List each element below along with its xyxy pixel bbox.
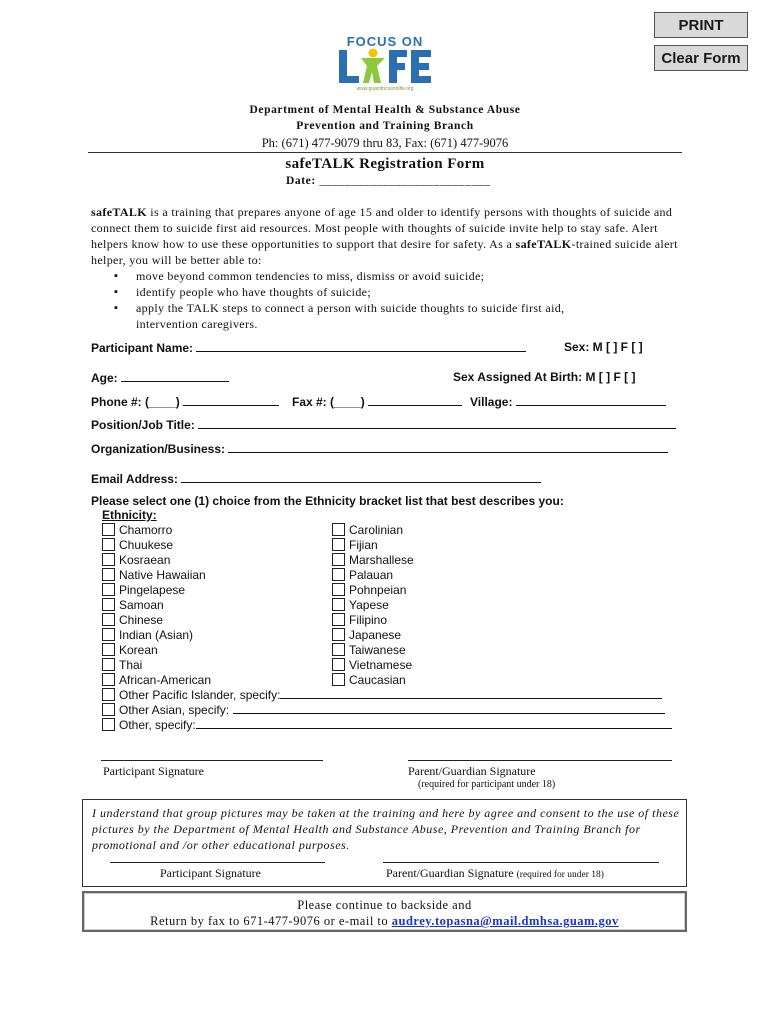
- email-field[interactable]: [91, 471, 541, 486]
- phone-input[interactable]: [183, 394, 279, 406]
- specify-input[interactable]: [280, 688, 662, 699]
- intro-bullet: ▪ apply the TALK steps to connect a person with suicide thoughts to suicide first aid,: [114, 300, 691, 316]
- department-name: Department of Mental Health & Substance Abuse: [249, 104, 521, 116]
- checkbox[interactable]: [332, 658, 345, 671]
- sex-at-birth-field[interactable]: Sex Assigned At Birth: M [ ] F [ ]: [453, 370, 636, 384]
- checkbox[interactable]: [102, 538, 115, 551]
- contact-line: Ph: (671) 477-9079 thru 83, Fax: (671) 477-9076: [261, 136, 509, 150]
- form-title: safeTALK Registration Form: [285, 156, 485, 172]
- participant-signature-label: Participant Signature: [103, 764, 204, 778]
- organization-input[interactable]: [228, 441, 668, 453]
- age-input[interactable]: [121, 370, 229, 382]
- checkbox[interactable]: [102, 613, 115, 626]
- ethnicity-left-column: [102, 523, 211, 688]
- checkbox[interactable]: [332, 643, 345, 656]
- ethnicity-right-column: [332, 523, 414, 688]
- checkbox[interactable]: [332, 553, 345, 566]
- position-label: Position/Job Title:: [91, 418, 195, 432]
- guardian-note: (required for participant under 18): [418, 779, 556, 790]
- print-button[interactable]: PRINT: [654, 12, 748, 38]
- checkbox[interactable]: [332, 523, 345, 536]
- age-label: Age:: [91, 371, 118, 385]
- ethnicity-option[interactable]: African-American: [102, 673, 211, 688]
- ethnicity-option[interactable]: Japanese: [332, 628, 414, 643]
- ethnicity-option[interactable]: Chuukese: [102, 538, 211, 553]
- checkbox[interactable]: [332, 598, 345, 611]
- specify-input[interactable]: [233, 703, 665, 714]
- date-blank: ___________________________: [319, 175, 491, 187]
- participant-name-input[interactable]: [196, 340, 526, 352]
- ethnicity-heading: Ethnicity:: [102, 508, 157, 522]
- ethnicity-other-asian[interactable]: Other Asian, specify:: [102, 703, 672, 718]
- checkbox[interactable]: [102, 598, 115, 611]
- email-label: Email Address:: [91, 472, 178, 486]
- ethnicity-option[interactable]: Thai: [102, 658, 211, 673]
- email-input[interactable]: [181, 471, 541, 483]
- intro-lead-bold: safeTALK: [91, 205, 147, 219]
- checkbox[interactable]: [102, 523, 115, 536]
- checkbox[interactable]: [332, 538, 345, 551]
- date-field[interactable]: [286, 175, 491, 187]
- ethnicity-option[interactable]: Marshallese: [332, 553, 414, 568]
- checkbox[interactable]: [102, 568, 115, 581]
- position-input[interactable]: [198, 417, 676, 429]
- ethnicity-option[interactable]: Chamorro: [102, 523, 211, 538]
- organization-field[interactable]: [91, 441, 668, 456]
- ethnicity-option[interactable]: Palauan: [332, 568, 414, 583]
- checkbox[interactable]: [332, 673, 345, 686]
- village-label: Village:: [470, 395, 513, 409]
- ethnicity-option[interactable]: Fijian: [332, 538, 414, 553]
- checkbox[interactable]: [102, 688, 115, 701]
- organization-label: Organization/Business:: [91, 442, 226, 456]
- specify-input[interactable]: [196, 718, 672, 729]
- consent-guardian-label: Parent/Guardian Signature (required for under 18): [386, 866, 604, 880]
- village-input[interactable]: [516, 394, 666, 406]
- consent-guardian-note: (required for under 18): [516, 870, 604, 880]
- ethnicity-option[interactable]: Caucasian: [332, 673, 414, 688]
- checkbox[interactable]: [102, 583, 115, 596]
- ethnicity-option[interactable]: Chinese: [102, 613, 211, 628]
- ethnicity-option[interactable]: Carolinian: [332, 523, 414, 538]
- village-field[interactable]: [470, 394, 666, 409]
- ethnicity-other-options: [102, 688, 672, 733]
- position-field[interactable]: [91, 417, 676, 432]
- intro-paragraph: [91, 204, 691, 268]
- ethnicity-instruction: Please select one (1) choice from the Ethnicity bracket list that best describes you:: [91, 494, 564, 508]
- sex-field[interactable]: Sex: M [ ] F [ ]: [564, 340, 643, 354]
- checkbox[interactable]: [102, 643, 115, 656]
- intro-bullet: ▪ move beyond common tendencies to miss, dismiss or avoid suicide;: [114, 268, 691, 284]
- ethnicity-other-pacific[interactable]: Other Pacific Islander, specify:: [102, 688, 672, 703]
- fax-input[interactable]: [368, 394, 462, 406]
- checkbox[interactable]: [332, 583, 345, 596]
- checkbox[interactable]: [332, 628, 345, 641]
- return-text-prefix: Return by fax to 671-477-9076 or e-mail to: [150, 914, 392, 928]
- focus-on-life-logo: [333, 34, 437, 96]
- continue-text: Please continue to backside and: [297, 898, 472, 912]
- fax-field[interactable]: [292, 394, 462, 409]
- checkbox[interactable]: [102, 673, 115, 686]
- ethnicity-other[interactable]: Other, specify:: [102, 718, 672, 733]
- intro-bullet-continuation: intervention caregivers.: [136, 317, 258, 331]
- checkbox[interactable]: [332, 613, 345, 626]
- date-label: Date:: [286, 175, 316, 187]
- participant-name-label: Participant Name:: [91, 341, 194, 355]
- clear-form-button[interactable]: Clear Form: [654, 45, 748, 71]
- intro-text: [91, 204, 691, 332]
- ethnicity-option[interactable]: Pingelapese: [102, 583, 211, 598]
- intro-body: is a training that prepares anyone of age 15 and older to identify persons with thoughts of suicide and connect them to suicide first aid resources. Most people with thoughts of suicide invite help to stay safe. Alert helpers know how to use these opportunities to support that desire for safety. As a: [91, 205, 673, 251]
- life-logo-graphic: [333, 46, 437, 86]
- intro-mid-bold: safeTALK: [515, 237, 572, 251]
- consent-participant-label: Participant Signature: [160, 866, 261, 880]
- return-email-link[interactable]: audrey.topasna@mail.dmhsa.guam.gov: [391, 914, 619, 928]
- intro-bullets: [114, 268, 691, 316]
- participant-signature-line[interactable]: [101, 760, 323, 761]
- logo-tagline: www.guamfocusonlife.org: [356, 86, 414, 92]
- checkbox[interactable]: [332, 568, 345, 581]
- branch-name: Prevention and Training Branch: [296, 120, 474, 132]
- checkbox[interactable]: [102, 703, 115, 716]
- ethnicity-option[interactable]: Yapese: [332, 598, 414, 613]
- header-divider: [88, 152, 682, 153]
- ethnicity-option[interactable]: Pohnpeian: [332, 583, 414, 598]
- ethnicity-option[interactable]: Native Hawaiian: [102, 568, 211, 583]
- guardian-signature-label: Parent/Guardian Signature: [408, 764, 536, 778]
- ethnicity-option[interactable]: Korean: [102, 643, 211, 658]
- ethnicity-option[interactable]: Vietnamese: [332, 658, 414, 673]
- checkbox[interactable]: [102, 628, 115, 641]
- consent-statement: I understand that group pictures may be taken at the training and here by agree and consent to the use of these pictures by the Department of Mental Health and Substance Abuse, Prevention and Training Branch for promotional and /or other educational purposes.: [92, 806, 680, 852]
- phone-field[interactable]: [91, 394, 279, 409]
- checkbox[interactable]: [102, 553, 115, 566]
- ethnicity-option[interactable]: Indian (Asian): [102, 628, 211, 643]
- return-text: [82, 914, 687, 929]
- consent-participant-signature-line[interactable]: [110, 862, 325, 863]
- ethnicity-option[interactable]: Samoan: [102, 598, 211, 613]
- guardian-signature-line[interactable]: [408, 760, 672, 761]
- ethnicity-option[interactable]: Taiwanese: [332, 643, 414, 658]
- consent-guardian-signature-line[interactable]: [383, 862, 659, 863]
- intro-bullet: ▪ identify people who have thoughts of suicide;: [114, 284, 691, 300]
- ethnicity-option[interactable]: Filipino: [332, 613, 414, 628]
- checkbox[interactable]: [102, 658, 115, 671]
- logo-top-text: FOCUS ON: [346, 34, 424, 49]
- ethnicity-option[interactable]: Kosraean: [102, 553, 211, 568]
- age-field[interactable]: [91, 370, 229, 385]
- fax-label: Fax #: (____): [292, 395, 365, 409]
- checkbox[interactable]: [102, 718, 115, 731]
- participant-name-field[interactable]: [91, 340, 526, 355]
- intro-body-end: -trained suicide alert helper, you will be better able to:: [91, 237, 678, 267]
- phone-label: Phone #: (____): [91, 395, 180, 409]
